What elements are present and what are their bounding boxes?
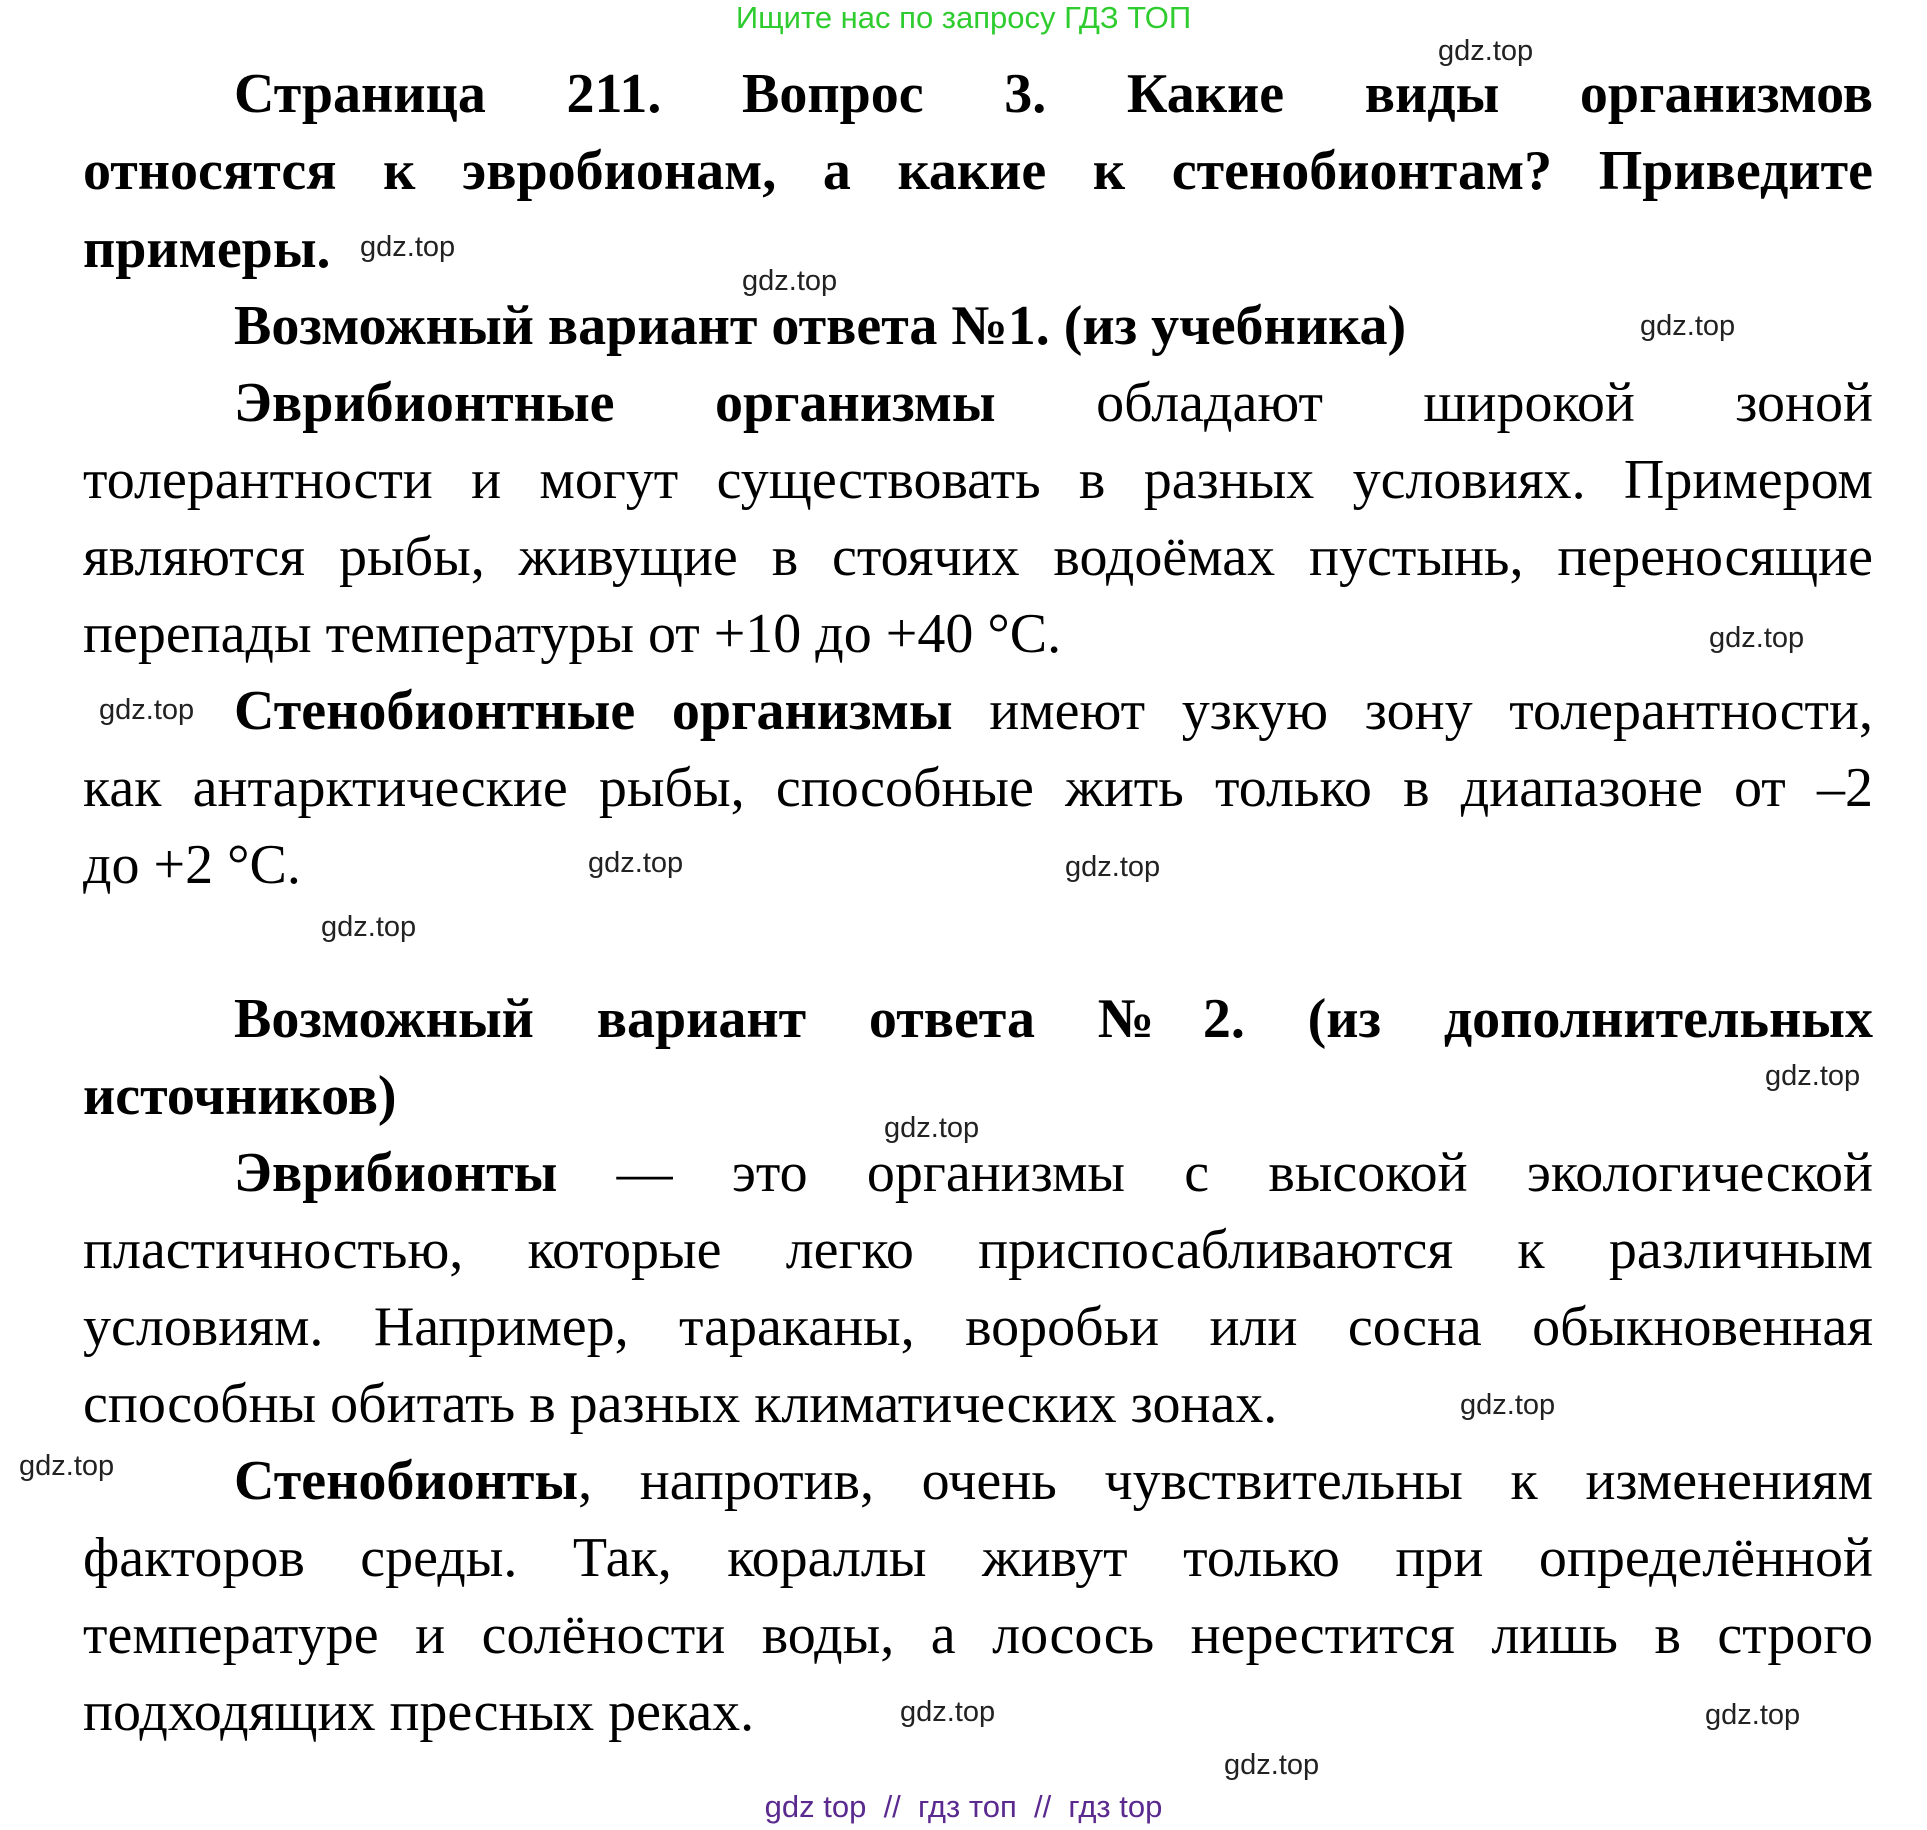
paragraph-line [234, 1450, 1873, 1512]
watermark: gdz.top [900, 1696, 996, 1728]
footer-links[interactable]: gdz top // гдз топ // гдз top [764, 1789, 1163, 1824]
watermark: gdz.top [1640, 310, 1736, 342]
paragraph-line: факторов среды. Так, кораллы живут только при определённой [83, 1527, 1873, 1589]
watermark: gdz.top [1705, 1699, 1801, 1731]
paragraph-text: — это организмы с высокой экологической [557, 1142, 1873, 1204]
watermark: gdz.top [1065, 851, 1161, 883]
paragraph-line: пластичностью, которые легко приспосабливаются к различным [83, 1219, 1873, 1281]
watermark: gdz.top [1709, 622, 1805, 654]
question-title-line: относятся к эвробионам, а какие к стенобионтам? Приведите [83, 140, 1873, 202]
paragraph-line: перепады температуры от +10 до +40 °С. [83, 603, 1062, 665]
watermark: gdz.top [99, 694, 195, 726]
paragraph-line: как антарктические рыбы, способные жить только в диапазоне от –2 [83, 757, 1873, 819]
watermark: gdz.top [1224, 1749, 1320, 1781]
paragraph-line: способны обитать в разных климатических зонах. [83, 1373, 1278, 1435]
watermark: gdz.top [742, 265, 838, 297]
paragraph-line: являются рыбы, живущие в стоячих водоёмах пустынь, переносящие [83, 526, 1873, 588]
paragraph-line: подходящих пресных реках. [83, 1681, 755, 1743]
watermark: gdz.top [1460, 1389, 1556, 1421]
answer1-heading: Возможный вариант ответа №1. (из учебника) [234, 295, 1407, 357]
paragraph-line: температуре и солёности воды, а лосось нерестится лишь в строго [83, 1604, 1873, 1666]
answer2-heading: источников) [83, 1065, 397, 1127]
paragraph-line [234, 680, 1873, 742]
watermark: gdz.top [1765, 1060, 1861, 1092]
paragraph-text: обладают широкой зоной [995, 372, 1873, 434]
paragraph-line: условиям. Например, тараканы, воробьи или сосна обыкновенная [83, 1296, 1873, 1358]
watermark: gdz.top [1438, 35, 1534, 67]
paragraph-line: до +2 °С. [83, 834, 301, 896]
term-eurybiont-organisms: Эврибионтные организмы [234, 372, 996, 434]
paragraph-line [234, 1142, 1873, 1204]
watermark: gdz.top [588, 847, 684, 879]
watermark: gdz.top [19, 1450, 115, 1482]
term-eurybionts: Эврибионты [234, 1142, 558, 1204]
question-title-line: примеры. [83, 218, 331, 280]
watermark: gdz.top [884, 1112, 980, 1144]
answer2-heading: Возможный вариант ответа №2. (из дополнительных [234, 988, 1873, 1050]
search-banner: Ищите нас по запросу ГДЗ ТОП [735, 0, 1192, 35]
paragraph-text: , напротив, очень чувствительны к изменениям [578, 1450, 1873, 1512]
term-stenobiont-organisms: Стенобионтные организмы [234, 680, 953, 742]
watermark: gdz.top [360, 231, 456, 263]
watermark: gdz.top [321, 911, 417, 943]
term-stenobionts: Стенобионты [234, 1450, 579, 1512]
question-title-line: Страница 211. Вопрос 3. Какие виды организмов [234, 63, 1873, 125]
paragraph-line [234, 372, 1873, 434]
paragraph-line: толерантности и могут существовать в разных условиях. Примером [83, 449, 1873, 511]
paragraph-text: имеют узкую зону толерантности, [952, 680, 1873, 742]
